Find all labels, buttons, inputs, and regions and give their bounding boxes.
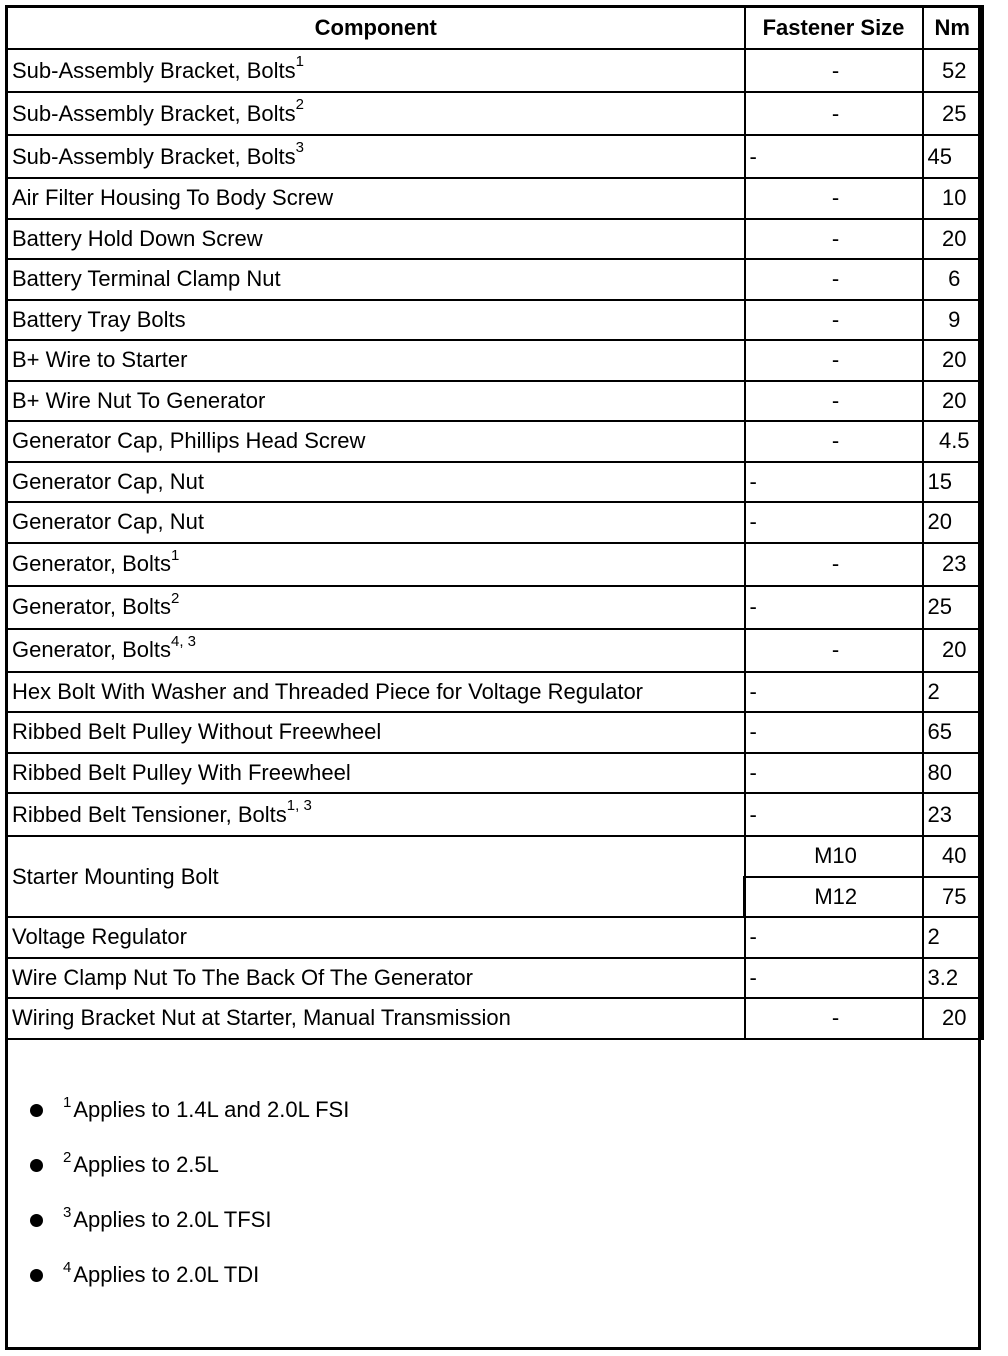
- footnote-number: 4: [63, 1258, 72, 1276]
- fastener-size-cell: -: [745, 998, 923, 1039]
- fastener-size-cell: -: [745, 92, 923, 135]
- fastener-size-cell: -: [745, 543, 923, 586]
- header-component: Component: [7, 7, 745, 50]
- fastener-size-cell: -: [745, 421, 923, 462]
- component-cell: [7, 421, 745, 462]
- fastener-size-cell: M12: [745, 877, 923, 918]
- fastener-size-cell: -: [745, 502, 923, 543]
- torque-nm-cell: 9: [923, 300, 983, 341]
- torque-nm-cell: 65: [923, 712, 983, 753]
- footnote-text: Applies to 1.4L and 2.0L FSI: [73, 1097, 350, 1122]
- fastener-size-cell: -: [745, 629, 923, 672]
- footnote-ref: 2: [295, 96, 305, 114]
- component-text: Battery Terminal Clamp Nut: [12, 266, 281, 292]
- footnote-text-wrap: [63, 1258, 259, 1292]
- component-text: B+ Wire Nut To Generator: [12, 387, 266, 413]
- component-cell: [7, 958, 745, 999]
- fastener-size-cell: M10: [745, 836, 923, 877]
- torque-nm-cell: 23: [923, 543, 983, 586]
- fastener-size-cell: -: [745, 178, 923, 219]
- component-text: Ribbed Belt Pulley With Freewheel: [12, 759, 351, 785]
- footnote-ref: 1, 3: [286, 797, 312, 815]
- component-text: Air Filter Housing To Body Screw: [12, 185, 334, 211]
- footnote-text-wrap: [63, 1203, 271, 1237]
- table-body: [7, 49, 983, 1039]
- torque-nm-cell: 20: [923, 381, 983, 422]
- table-row: [7, 259, 983, 300]
- table-row: [7, 753, 983, 794]
- component-text: Sub-Assembly Bracket, Bolts: [12, 143, 296, 169]
- component-text: Generator, Bolts: [12, 594, 171, 619]
- footnote-item: [30, 1258, 930, 1313]
- footnotes-list: [30, 1093, 930, 1313]
- component-cell: [7, 259, 745, 300]
- table-row: [7, 421, 983, 462]
- table-row: [7, 92, 983, 135]
- component-text: Voltage Regulator: [12, 924, 187, 950]
- component-cell: [7, 998, 745, 1039]
- table-row: [7, 998, 983, 1039]
- component-text: Sub-Assembly Bracket, Bolts: [12, 100, 296, 126]
- bullet-icon: [30, 1269, 43, 1282]
- component-text: Generator, Bolts: [12, 637, 171, 662]
- component-cell: [7, 712, 745, 753]
- torque-nm-cell: 25: [923, 92, 983, 135]
- torque-nm-cell: 23: [923, 793, 983, 836]
- fastener-size-cell: -: [745, 300, 923, 341]
- torque-nm-cell: 4.5: [923, 421, 983, 462]
- header-nm: Nm: [923, 7, 983, 50]
- component-text: Wire Clamp Nut To The Back Of The Generator: [12, 964, 473, 990]
- torque-nm-cell: 75: [923, 877, 983, 918]
- fastener-size-cell: -: [745, 793, 923, 836]
- component-cell: Starter Mounting Bolt: [7, 836, 745, 917]
- component-cell: [7, 672, 745, 713]
- footnote-text: Applies to 2.5L: [73, 1152, 219, 1177]
- torque-nm-cell: 2: [923, 917, 983, 958]
- torque-nm-cell: 20: [923, 998, 983, 1039]
- fastener-size-cell: -: [745, 135, 923, 178]
- table-row: [7, 135, 983, 178]
- component-text: Wiring Bracket Nut at Starter, Manual Transmission: [12, 1005, 511, 1031]
- component-cell: [7, 462, 745, 503]
- torque-nm-cell: 20: [923, 502, 983, 543]
- footnote-item: [30, 1203, 930, 1258]
- component-cell: [7, 300, 745, 341]
- torque-nm-cell: 10: [923, 178, 983, 219]
- table-row: [7, 958, 983, 999]
- table-row: [7, 381, 983, 422]
- fastener-size-cell: -: [745, 219, 923, 260]
- table-row: [7, 178, 983, 219]
- footnote-item: [30, 1093, 930, 1148]
- table-row: [7, 672, 983, 713]
- component-cell: [7, 381, 745, 422]
- footnote-ref: 1: [170, 546, 180, 564]
- component-text: B+ Wire to Starter: [12, 347, 188, 373]
- component-text: Ribbed Belt Tensioner, Bolts: [12, 801, 287, 827]
- component-cell: [7, 135, 745, 178]
- table-row: [7, 502, 983, 543]
- component-cell: [7, 340, 745, 381]
- fastener-size-cell: -: [745, 259, 923, 300]
- torque-nm-cell: 40: [923, 836, 983, 877]
- footnote-number: 2: [63, 1148, 72, 1166]
- component-cell: [7, 917, 745, 958]
- footnote-text-wrap: [63, 1093, 349, 1127]
- table-header-row: [7, 7, 983, 50]
- torque-nm-cell: 20: [923, 629, 983, 672]
- fastener-size-cell: -: [745, 712, 923, 753]
- component-cell: [7, 219, 745, 260]
- table-row: [7, 340, 983, 381]
- torque-nm-cell: 25: [923, 586, 983, 629]
- table-row: [7, 543, 983, 586]
- fastener-size-cell: -: [745, 586, 923, 629]
- bullet-icon: [30, 1214, 43, 1227]
- fastener-size-cell: -: [745, 49, 923, 92]
- component-text: Hex Bolt With Washer and Threaded Piece for Voltage Regulator: [12, 678, 644, 704]
- table-row: [7, 917, 983, 958]
- fastener-size-cell: -: [745, 753, 923, 794]
- footnote-text: Applies to 2.0L TDI: [73, 1262, 260, 1287]
- torque-nm-cell: 45: [923, 135, 983, 178]
- torque-nm-cell: 6: [923, 259, 983, 300]
- footnote-text-wrap: [63, 1148, 219, 1182]
- component-text: Battery Hold Down Screw: [12, 225, 263, 251]
- component-cell: [7, 49, 745, 92]
- torque-nm-cell: 2: [923, 672, 983, 713]
- table-row: [7, 712, 983, 753]
- bullet-icon: [30, 1104, 43, 1117]
- table-row: [7, 629, 983, 672]
- bullet-icon: [30, 1159, 43, 1172]
- component-cell: [7, 753, 745, 794]
- component-text: Ribbed Belt Pulley Without Freewheel: [12, 719, 382, 745]
- table-row: [7, 793, 983, 836]
- table-row: [7, 836, 983, 877]
- fastener-size-cell: -: [745, 381, 923, 422]
- component-text: Generator Cap, Nut: [12, 509, 204, 535]
- header-fastener-size: Fastener Size: [745, 7, 923, 50]
- component-cell: [7, 543, 745, 586]
- torque-nm-cell: 80: [923, 753, 983, 794]
- footnote-ref: 1: [295, 53, 305, 71]
- component-cell: [7, 92, 745, 135]
- torque-nm-cell: 52: [923, 49, 983, 92]
- footnote-number: 3: [63, 1203, 72, 1221]
- torque-nm-cell: 3.2: [923, 958, 983, 999]
- footnote-number: 1: [63, 1093, 72, 1111]
- component-text: Battery Tray Bolts: [12, 306, 186, 332]
- footnote-item: [30, 1148, 930, 1203]
- torque-spec-table: [5, 5, 984, 1040]
- footnote-ref: 4, 3: [170, 632, 197, 650]
- component-text: Sub-Assembly Bracket, Bolts: [12, 57, 296, 83]
- table-row: [7, 586, 983, 629]
- torque-nm-cell: 15: [923, 462, 983, 503]
- fastener-size-cell: -: [745, 672, 923, 713]
- footnote-text: Applies to 2.0L TFSI: [73, 1207, 272, 1232]
- component-text: Generator, Bolts: [12, 551, 171, 576]
- fastener-size-cell: -: [745, 958, 923, 999]
- fastener-size-cell: -: [745, 340, 923, 381]
- component-cell: [7, 178, 745, 219]
- table-row: [7, 49, 983, 92]
- torque-nm-cell: 20: [923, 219, 983, 260]
- fastener-size-cell: -: [745, 917, 923, 958]
- component-text: Generator Cap, Nut: [12, 468, 204, 494]
- component-cell: [7, 502, 745, 543]
- table-row: [7, 219, 983, 260]
- fastener-size-cell: -: [745, 462, 923, 503]
- footnote-ref: 2: [170, 589, 180, 607]
- table-row: [7, 462, 983, 503]
- component-cell: [7, 586, 745, 629]
- table-row: [7, 300, 983, 341]
- torque-nm-cell: 20: [923, 340, 983, 381]
- component-cell: [7, 629, 745, 672]
- component-text: Generator Cap, Phillips Head Screw: [12, 428, 366, 454]
- component-cell: [7, 793, 745, 836]
- footnote-ref: 3: [295, 139, 305, 157]
